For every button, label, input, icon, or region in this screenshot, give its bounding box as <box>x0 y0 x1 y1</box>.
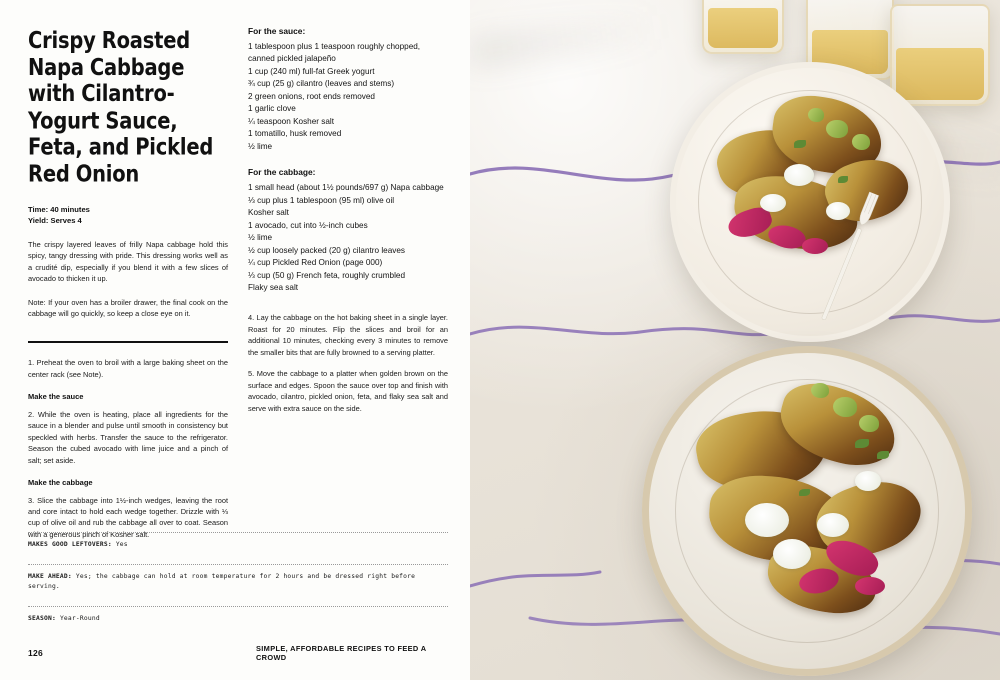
ingredients-list-sauce <box>248 41 448 153</box>
ingredient-item: 2 green onions, root ends removed <box>248 91 375 101</box>
yogurt-sauce <box>760 194 786 212</box>
ingredient-item: ⅓ cup (50 g) French feta, roughly crumbled <box>248 270 406 280</box>
ingredients-heading-sauce: For the sauce: <box>248 26 306 36</box>
ingredient-item: 1 tablespoon plus 1 teaspoon roughly chopped, canned pickled jalapeño <box>248 42 421 64</box>
wine-glass-left <box>702 0 784 54</box>
running-head: SIMPLE, AFFORDABLE RECIPES TO FEED A CROWD <box>256 644 427 662</box>
recipe-text-page <box>0 0 470 680</box>
cilantro-leaf <box>794 140 806 148</box>
ingredient-item: 1 tomatillo, husk removed <box>248 129 342 139</box>
recipe-note: Note: If your oven has a broiler drawer, the final cook on the cabbage will go quickly, so keep a close eye on it. <box>28 297 228 318</box>
method-step-2: 2. While the oven is heating, place all ingredients for the sauce in a blender and pulse until smooth in consistency but speckled with herbs. Transfer the sauce to the refrigerator. Season the cubed avocado with lime juice and a pinch of salt; set aside. <box>28 409 228 465</box>
ingredients-list-cabbage <box>248 182 448 294</box>
method-steps-right <box>248 312 448 414</box>
recipe-yield: Yield: Serves 4 <box>28 215 82 225</box>
avocado-cube <box>833 397 857 417</box>
pickled-onion <box>855 577 885 595</box>
yogurt-sauce <box>817 513 849 537</box>
page-footer <box>28 644 448 662</box>
page-number: 126 <box>28 648 44 658</box>
note-leftovers-label: MAKES GOOD LEFTOVERS: <box>28 540 112 548</box>
yogurt-sauce <box>826 202 850 220</box>
ingredient-item: ½ cup loosely packed (20 g) cilantro leaves <box>248 245 406 255</box>
note-make-ahead-label: MAKE AHEAD: <box>28 572 72 580</box>
wine-glass-right <box>890 4 990 106</box>
note-make-ahead-value: Yes; the cabbage can hold at room temperature for 2 hours and be dressed right before serving. <box>28 572 416 590</box>
ingredient-item: ½ lime <box>248 141 273 151</box>
yogurt-sauce <box>855 471 881 491</box>
avocado-cube <box>859 415 879 432</box>
ingredient-item: Kosher salt <box>248 208 289 218</box>
ingredient-item: ¼ teaspoon Kosher salt <box>248 116 335 126</box>
cilantro-leaf <box>877 451 889 459</box>
recipe-title: Crispy Roasted Napa Cabbage with Cilantro-Yogurt Sauce, Feta, and Pickled Red Onion <box>28 26 214 188</box>
cilantro-leaf <box>799 489 810 496</box>
method-step-3: 3. Slice the cabbage into 1½-inch wedges, leaving the root and core intact to hold each wedge together. Drizzle with ⅓ cup of olive oil and rub the cabbage all over to coat. Season with a generous pinch of Kosher salt. <box>28 495 228 539</box>
note-leftovers <box>28 540 448 550</box>
ingredient-item: 1 small head (about 1½ pounds/697 g) Napa cabbage <box>248 183 444 193</box>
ingredient-item: ½ lime <box>248 233 273 243</box>
method-subheading-cabbage: Make the cabbage <box>28 478 93 488</box>
note-leftovers-value: Yes <box>115 540 128 548</box>
plate-bottom <box>642 346 972 676</box>
ingredient-item: 1 avocado, cut into ½-inch cubes <box>248 220 368 230</box>
yogurt-sauce <box>773 539 811 569</box>
ingredient-item: 1 cup (240 ml) full-fat Greek yogurt <box>248 66 375 76</box>
notes-divider-mid <box>28 564 448 565</box>
recipe-time: Time: 40 minutes <box>28 204 90 214</box>
ingredient-item: 1 garlic clove <box>248 104 296 114</box>
method-subheading-sauce: Make the sauce <box>28 392 84 402</box>
yogurt-sauce <box>745 503 789 537</box>
note-make-ahead <box>28 572 448 592</box>
wine-liquid <box>896 48 984 100</box>
method-step-4: 4. Lay the cabbage on the hot baking sheet in a single layer. Roast for 20 minutes. Flip the slices and broil for an additional 10 minutes, checking every 3 minutes to remove the smaller bits that are fully browned to a serving platter. <box>248 313 448 357</box>
recipe-meta <box>28 204 228 226</box>
ingredient-item: ¼ cup Pickled Red Onion (page 000) <box>248 258 383 268</box>
notes-divider-bottom <box>28 606 448 607</box>
recipe-headnote: The crispy layered leaves of frilly Napa cabbage hold this spicy, tangy dressing with pride. This dressing works well as a crudité dip, especially if you blend it with a few slices of avocado to thicken it up. <box>28 239 228 284</box>
ingredients-heading-cabbage: For the cabbage: <box>248 167 316 178</box>
cilantro-leaf <box>855 439 869 448</box>
cilantro-leaf <box>838 176 848 183</box>
ingredient-item: Flaky sea salt <box>248 282 299 292</box>
section-divider <box>28 341 228 343</box>
note-season-label: SEASON: <box>28 614 56 622</box>
yogurt-sauce <box>784 164 814 186</box>
method-steps-left <box>28 357 228 540</box>
note-season <box>28 614 448 624</box>
wine-liquid <box>708 8 778 48</box>
recipe-photo <box>470 0 1000 680</box>
note-season-value: Year-Round <box>59 614 100 622</box>
avocado-cube <box>808 108 824 122</box>
avocado-cube <box>826 120 848 138</box>
pickled-onion <box>802 238 828 254</box>
method-step-5: 5. Move the cabbage to a platter when golden brown on the surface and edges. Spoon the sauce over top and finish with avocado, cilantro, pickled onion, feta, and flaky sea salt and serve with extra sauce on the side. <box>248 369 448 413</box>
recipe-notes-block <box>28 518 448 624</box>
plate-top <box>670 62 950 342</box>
ingredient-item: ¾ cup (25 g) cilantro (leaves and stems) <box>248 79 395 89</box>
notes-divider-top <box>28 532 448 533</box>
method-step-1: 1. Preheat the oven to broil with a large baking sheet on the center rack (see Note). <box>28 358 228 379</box>
avocado-cube <box>811 383 829 398</box>
avocado-cube <box>852 134 870 150</box>
ingredient-item: ⅓ cup plus 1 tablespoon (95 ml) olive oil <box>248 195 395 205</box>
